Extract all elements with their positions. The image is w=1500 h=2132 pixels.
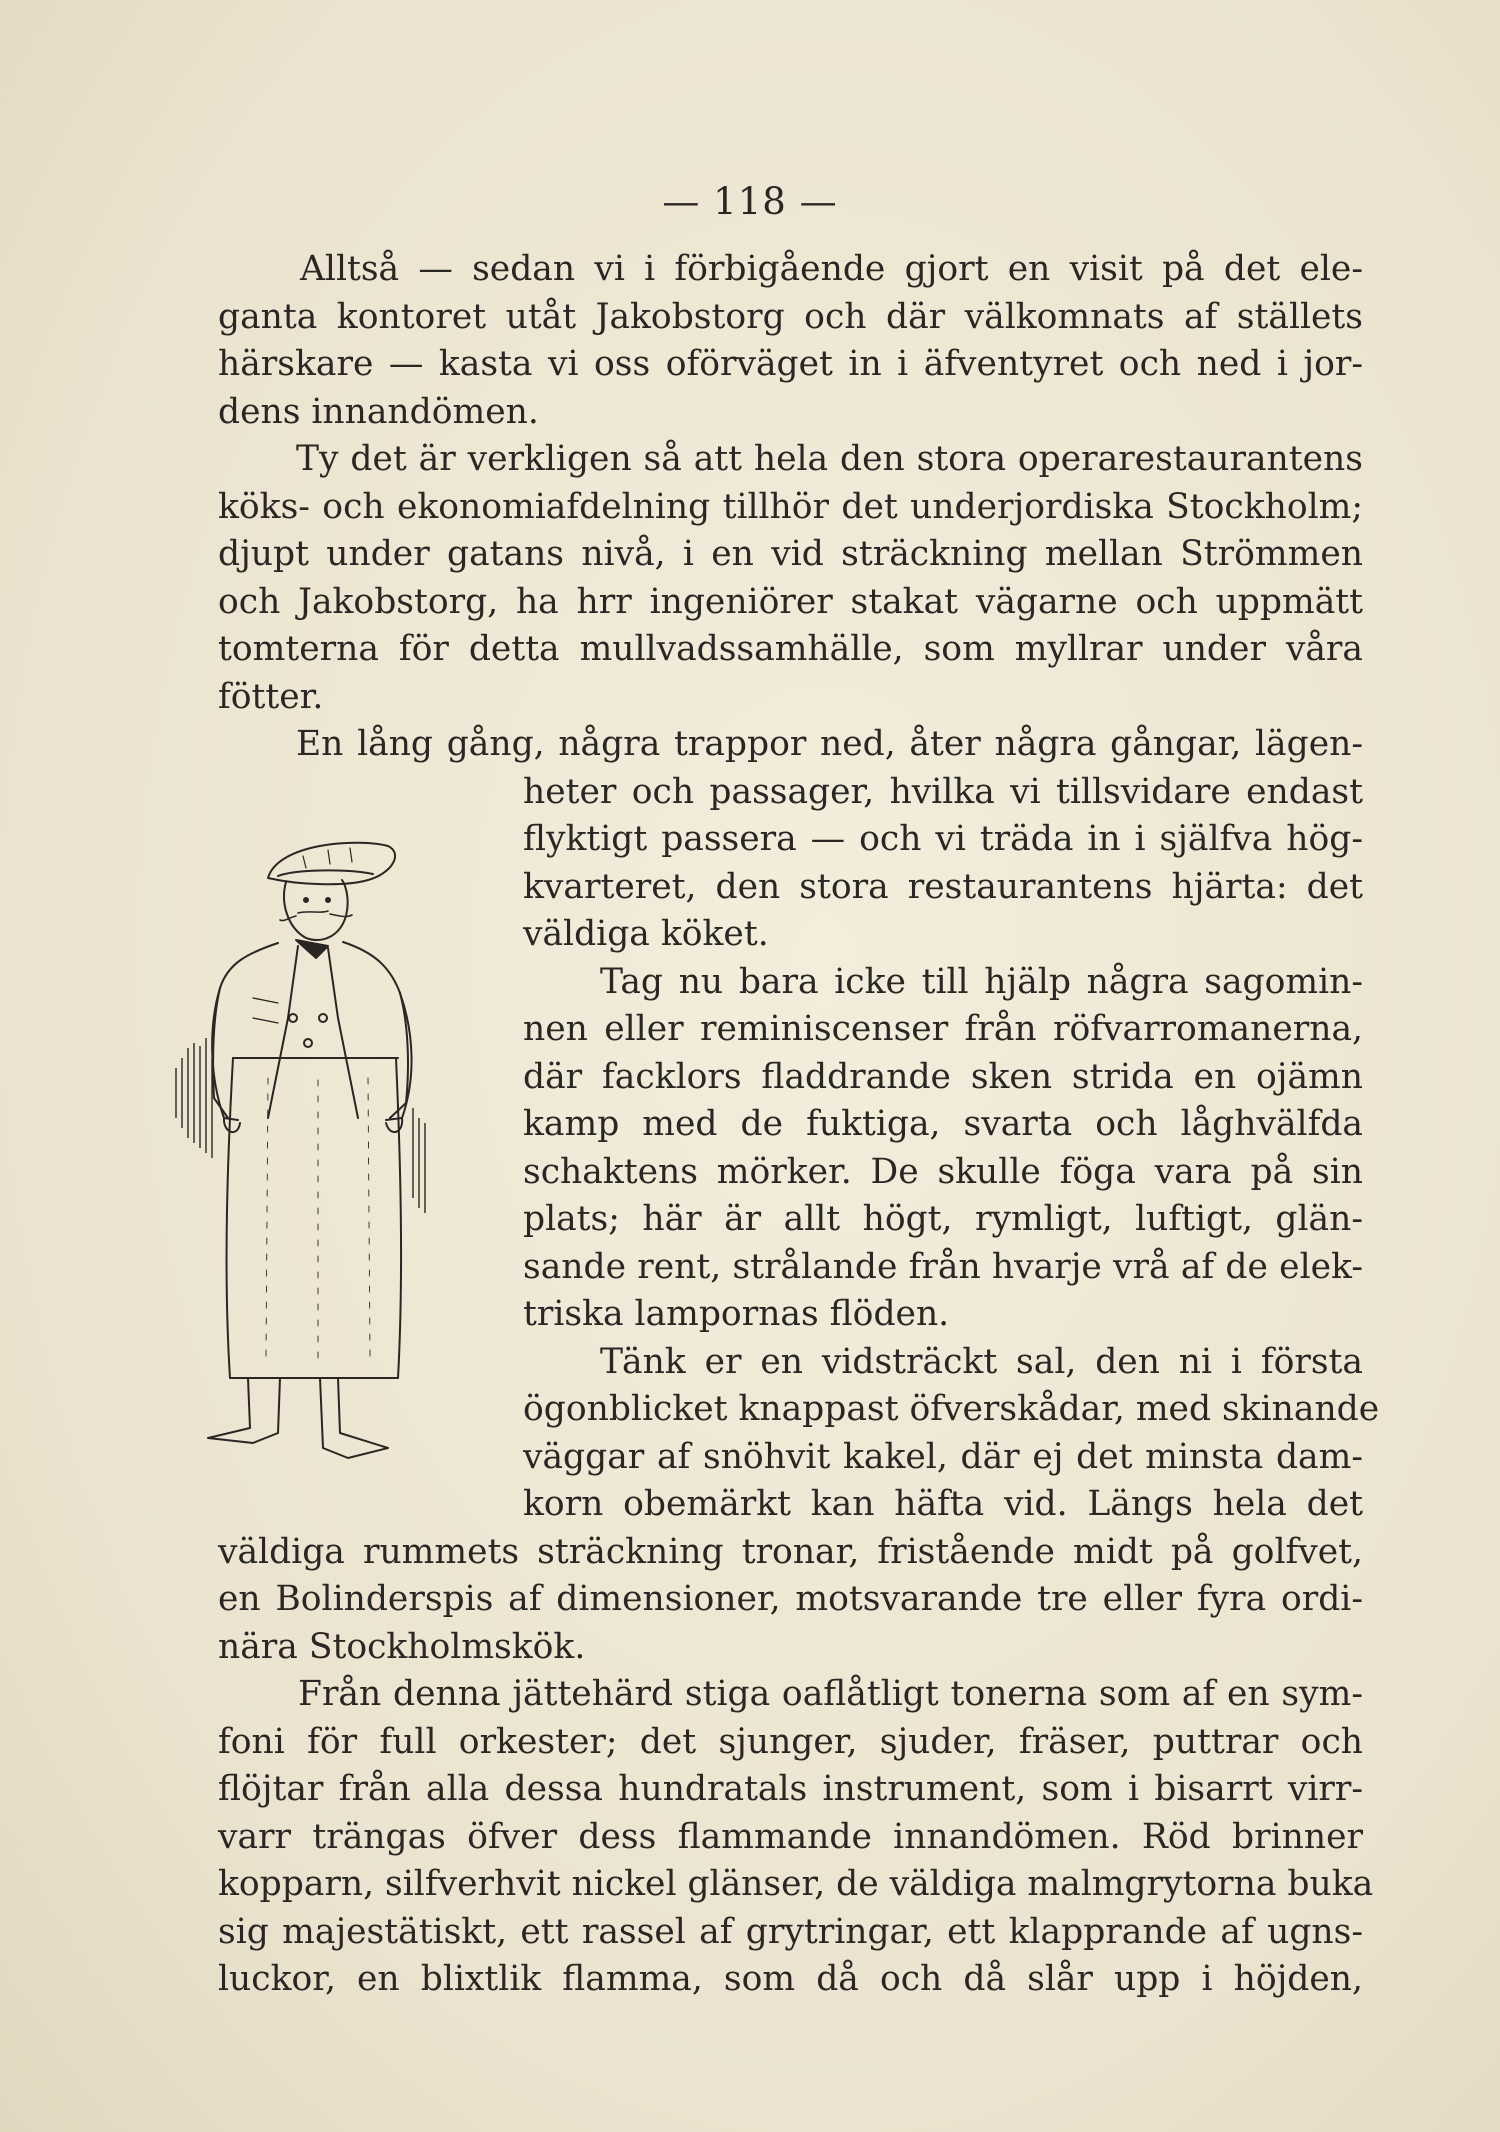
paragraph-4: [218, 959, 1363, 1339]
text-line: plats; här är allt högt, rymligt, luftigt, glän-: [523, 1199, 1363, 1239]
text-line: korn obemärkt kan häfta vid. Längs hela det: [523, 1484, 1363, 1524]
text-line: varr trängas öfver dess flammande innandömen. Röd brinner: [218, 1816, 1363, 1857]
text-line: schaktens mörker. De skulle föga vara på sin: [523, 1151, 1363, 1192]
body-text: [218, 246, 1380, 2004]
text-line: Alltså — sedan vi i förbigående gjort en visit på det ele-: [300, 249, 1363, 289]
text-line: ganta kontoret utåt Jakobstorg och där välkomnats af ställets: [218, 296, 1363, 337]
text-line: väggar af snöhvit kakel, där ej det minsta dam-: [523, 1436, 1363, 1477]
paragraph-5: [218, 1339, 1380, 1672]
page-number: — 118 —: [662, 180, 838, 223]
text-line: luckor, en blixtlik flamma, som då och då slår upp i höjden,: [218, 1959, 1363, 1999]
text-line: köks- och ekonomiafdelning tillhör det underjordiska Stockholm;: [218, 486, 1363, 527]
text-line: tomterna för detta mullvadssamhälle, som myllrar under våra: [218, 629, 1363, 669]
text-line: En lång gång, några trappor ned, åter några gångar, lägen-: [296, 724, 1363, 764]
text-line: flyktigt passera — och vi träda in i själfva hög-: [523, 819, 1363, 859]
text-line: Ty det är verkligen så att hela den stora operarestaurantens: [296, 439, 1363, 479]
paragraph-3: [218, 721, 1363, 959]
text-line: foni för full orkester; det sjunger, sjuder, fräser, puttrar och: [218, 1721, 1363, 1762]
text-line: flöjtar från alla dessa hundratals instrument, som i bisarrt virr-: [218, 1769, 1363, 1809]
text-line: heter och passager, hvilka vi tillsvidare endast: [523, 771, 1363, 812]
text-line: härskare — kasta vi oss oförväget in i äfventyret och ned i jor-: [218, 344, 1363, 384]
text-line: nära Stockholmskök.: [218, 1626, 586, 1667]
paragraph-2: [218, 436, 1363, 721]
text-line: fötter.: [218, 676, 324, 717]
text-line: kopparn, silfverhvit nickel glänser, de väldiga malmgrytorna buka: [218, 1864, 1374, 1904]
text-line: väldiga köket.: [523, 914, 769, 954]
text-line: Från denna jättehärd stiga oaflåtligt tonerna som af en sym-: [298, 1674, 1363, 1714]
text-line: ögonblicket knappast öfverskådar, med skinande: [523, 1389, 1380, 1429]
wrapped-text-block: [218, 769, 1363, 959]
text-line: Tänk er en vidsträckt sal, den ni i första: [600, 1341, 1363, 1382]
text-line: sig majestätiskt, ett rassel af grytringar, ett klapprande af ugns-: [218, 1911, 1363, 1952]
text-line: Tag nu bara icke till hjälp några sagomin-: [600, 961, 1363, 1002]
text-line: och Jakobstorg, ha hrr ingeniörer stakat vägarne och uppmätt: [218, 581, 1363, 622]
text-line: väldiga rummets sträckning tronar, fristående midt på golfvet,: [218, 1531, 1363, 1572]
paragraph-1: [218, 246, 1363, 436]
text-line: kvarteret, den stora restaurantens hjärta: det: [523, 866, 1363, 907]
paragraph-6: [218, 1671, 1374, 2004]
text-line: sande rent, strålande från hvarje vrå af de elek-: [523, 1246, 1363, 1287]
text-line: där facklors fladdrande sken strida en ojämn: [523, 1056, 1363, 1097]
text-line: triska lampornas flöden.: [523, 1294, 950, 1334]
text-line: en Bolinderspis af dimensioner, motsvarande tre eller fyra ordi-: [218, 1579, 1363, 1619]
text-line: nen eller reminiscenser från röfvarromanerna,: [523, 1009, 1363, 1049]
text-line: djupt under gatans nivå, i en vid sträckning mellan Strömmen: [218, 534, 1363, 574]
text-line: kamp med de fuktiga, svarta och låghvälfda: [523, 1104, 1363, 1144]
text-line: dens innandömen.: [218, 391, 539, 432]
wrapped-text-block: [218, 1339, 1380, 1529]
